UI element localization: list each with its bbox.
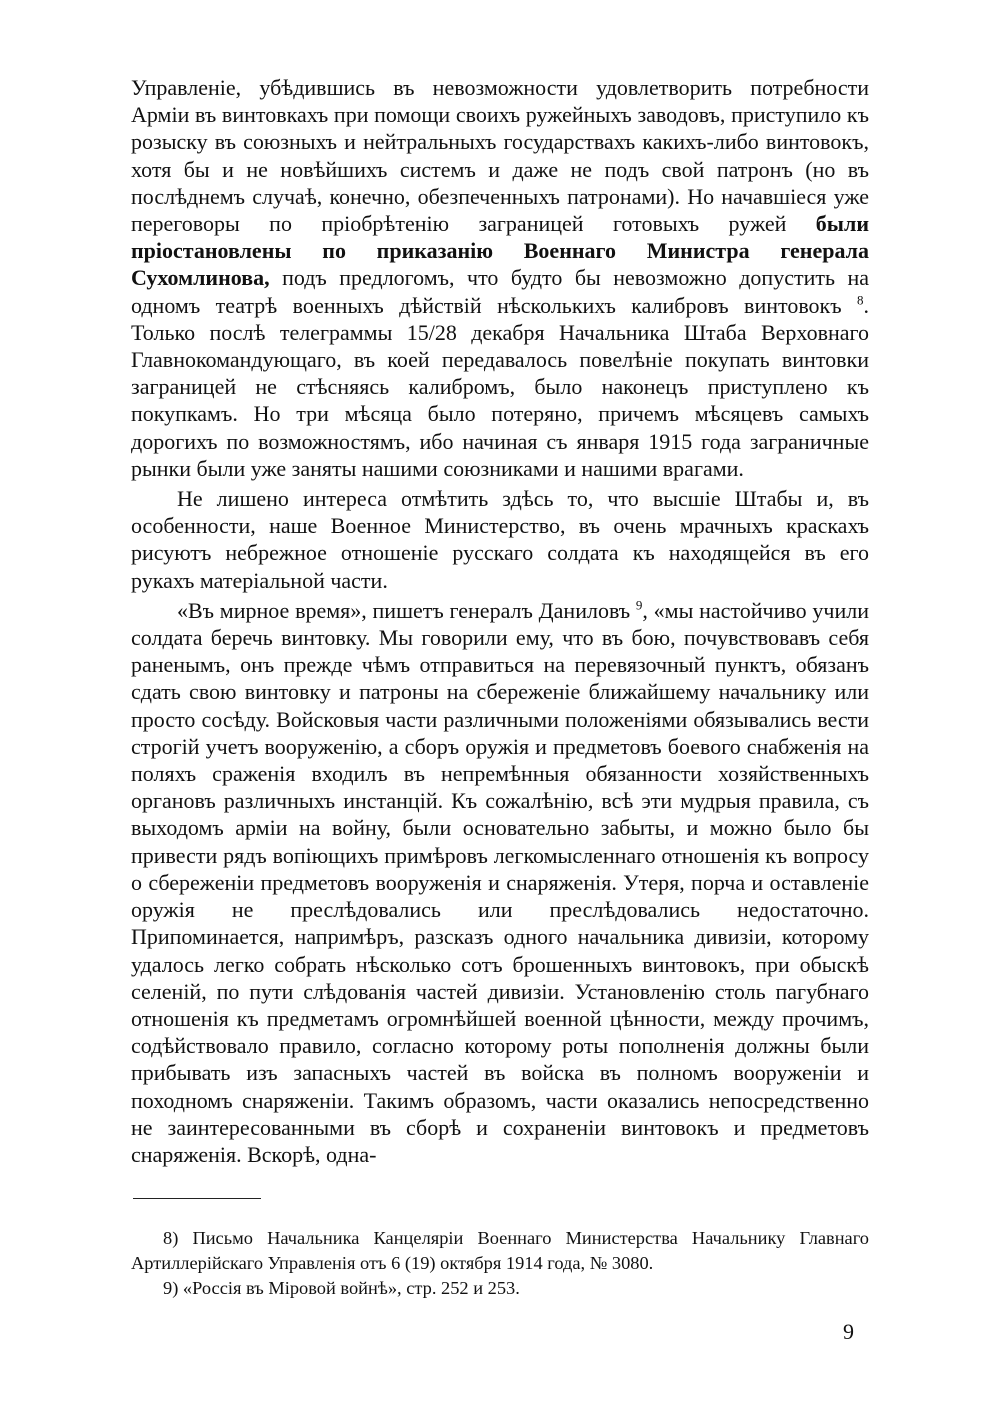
main-text [131,74,869,1168]
footnote-9: 9) «Россія въ Міровой войнѣ», стр. 252 и 253. [163,1278,520,1298]
footnote-8: 8) Письмо Начальника Канцеляріи Военнаго Министерства Начальнику Главнаго Артиллерійскаго Управленія отъ 6 (19) октября 1914 года, № 3080. [131,1228,869,1273]
paragraph-3-part-a: «Въ мирное время», пишетъ генералъ Даниловъ [177,597,636,623]
footnotes [131,1226,869,1301]
footnote-divider [133,1198,261,1199]
paragraph-1 [131,74,869,482]
paragraph-1-part-a: Управленіе, убѣдившись въ невозможности удовлетворить потребности Арміи въ винтовкахъ при помощи своихъ ружейныхъ заводовъ, приступило къ розыску въ союзныхъ и нейтральныхъ государствахъ какихъ-либо винтовокъ, хотя бы и не новѣйшихъ системъ и даже не подъ свой патронъ (но въ послѣднемъ случаѣ, конечно, обезпеченныхъ патронами). Но начавшіеся уже переговоры по пріобрѣтенію заграницей готовыхъ ружей [131,75,869,237]
paragraph-1-part-d: . Только послѣ телеграммы 15/28 декабря Начальника Штаба Верховнаго Главнокомандующаго, въ коей передавалось повелѣніе покупать винтовки заграницей не стѣсняясь калибромъ, было наконецъ приступлено къ покупкамъ. Но три мѣсяца было потеряно, причемъ мѣсяцевъ самыхъ дорогихъ по возможностямъ, ибо начиная съ января 1915 года заграничные рынки были уже заняты нашими союзниками и нашими врагами. [131,292,869,481]
paragraph-3-part-b: , «мы настойчиво учили солдата беречь винтовку. Мы говорили ему, что въ бою, почувствовавъ себя раненымъ, онъ прежде чѣмъ отправиться на перевязочный пунктъ, обязанъ сдать свою винтовку и патроны на сбереженіе ближайшему начальнику или просто сосѣду. Войсковыя части различными положеніями обязывались вести строгій учетъ вооруженію, а сборъ оружія и предметовъ боевого снабженія на поляхъ сраженія входилъ въ непремѣнныя обязанности хозяйственныхъ органовъ различныхъ инстанцій. Къ сожалѣнію, всѣ эти мудрыя правила, съ выходомъ арміи на войну, были основательно забыты, и можно было бы привести рядъ вопіющихъ примѣровъ легкомысленнаго отношенія къ вопросу о сбереженіи предметовъ вооруженія и снаряженія. Утеря, порча и оставленіе оружія не преслѣдовались или преслѣдовались недостаточно. Припоминается, напримѣръ, разсказъ одного начальника дивизіи, которому удалось легко собрать нѣсколько сотъ брошенныхъ винтовокъ, при обыскѣ селеній, по пути слѣдованія частей дивизіи. Установленію столь пагубнаго отношенія къ предметамъ огромнѣйшей военной цѣнности, между прочимъ, содѣйствовало правило, согласно которому роты пополненія должны были прибывать изъ запасныхъ частей въ войска въ полномъ вооруженіи и походномъ снаряженіи. Такимъ образомъ, части оказались непосредственно не заинтересованными въ сборѣ и сохраненіи винтовокъ и предметовъ снаряженія. Вскорѣ, одна- [131,597,869,1167]
page-number: 9 [843,1319,854,1344]
paragraph-2: Не лишено интереса отмѣтить здѣсь то, что высшіе Штабы и, въ особенности, наше Военное Министерство, въ очень мрачныхъ краскахъ рисуютъ небрежное отношеніе русскаго солдата къ находящейся въ его рукахъ матеріальной части. [131,486,869,593]
footnote-ref-8[interactable]: 8 [857,292,864,308]
paragraph-1-part-c: подъ предлогомъ, что будто бы невозможно допустить на одномъ театрѣ военныхъ дѣйствій нѣсколькихъ калибровъ винтовокъ [131,265,869,318]
paragraph-3 [131,597,869,1168]
paragraph-1-bold-phrase: были пріостановлены по приказанію Военнаго Министра генерала Сухомлинова, [131,211,869,291]
footnote-ref-9[interactable]: 9 [635,597,643,613]
